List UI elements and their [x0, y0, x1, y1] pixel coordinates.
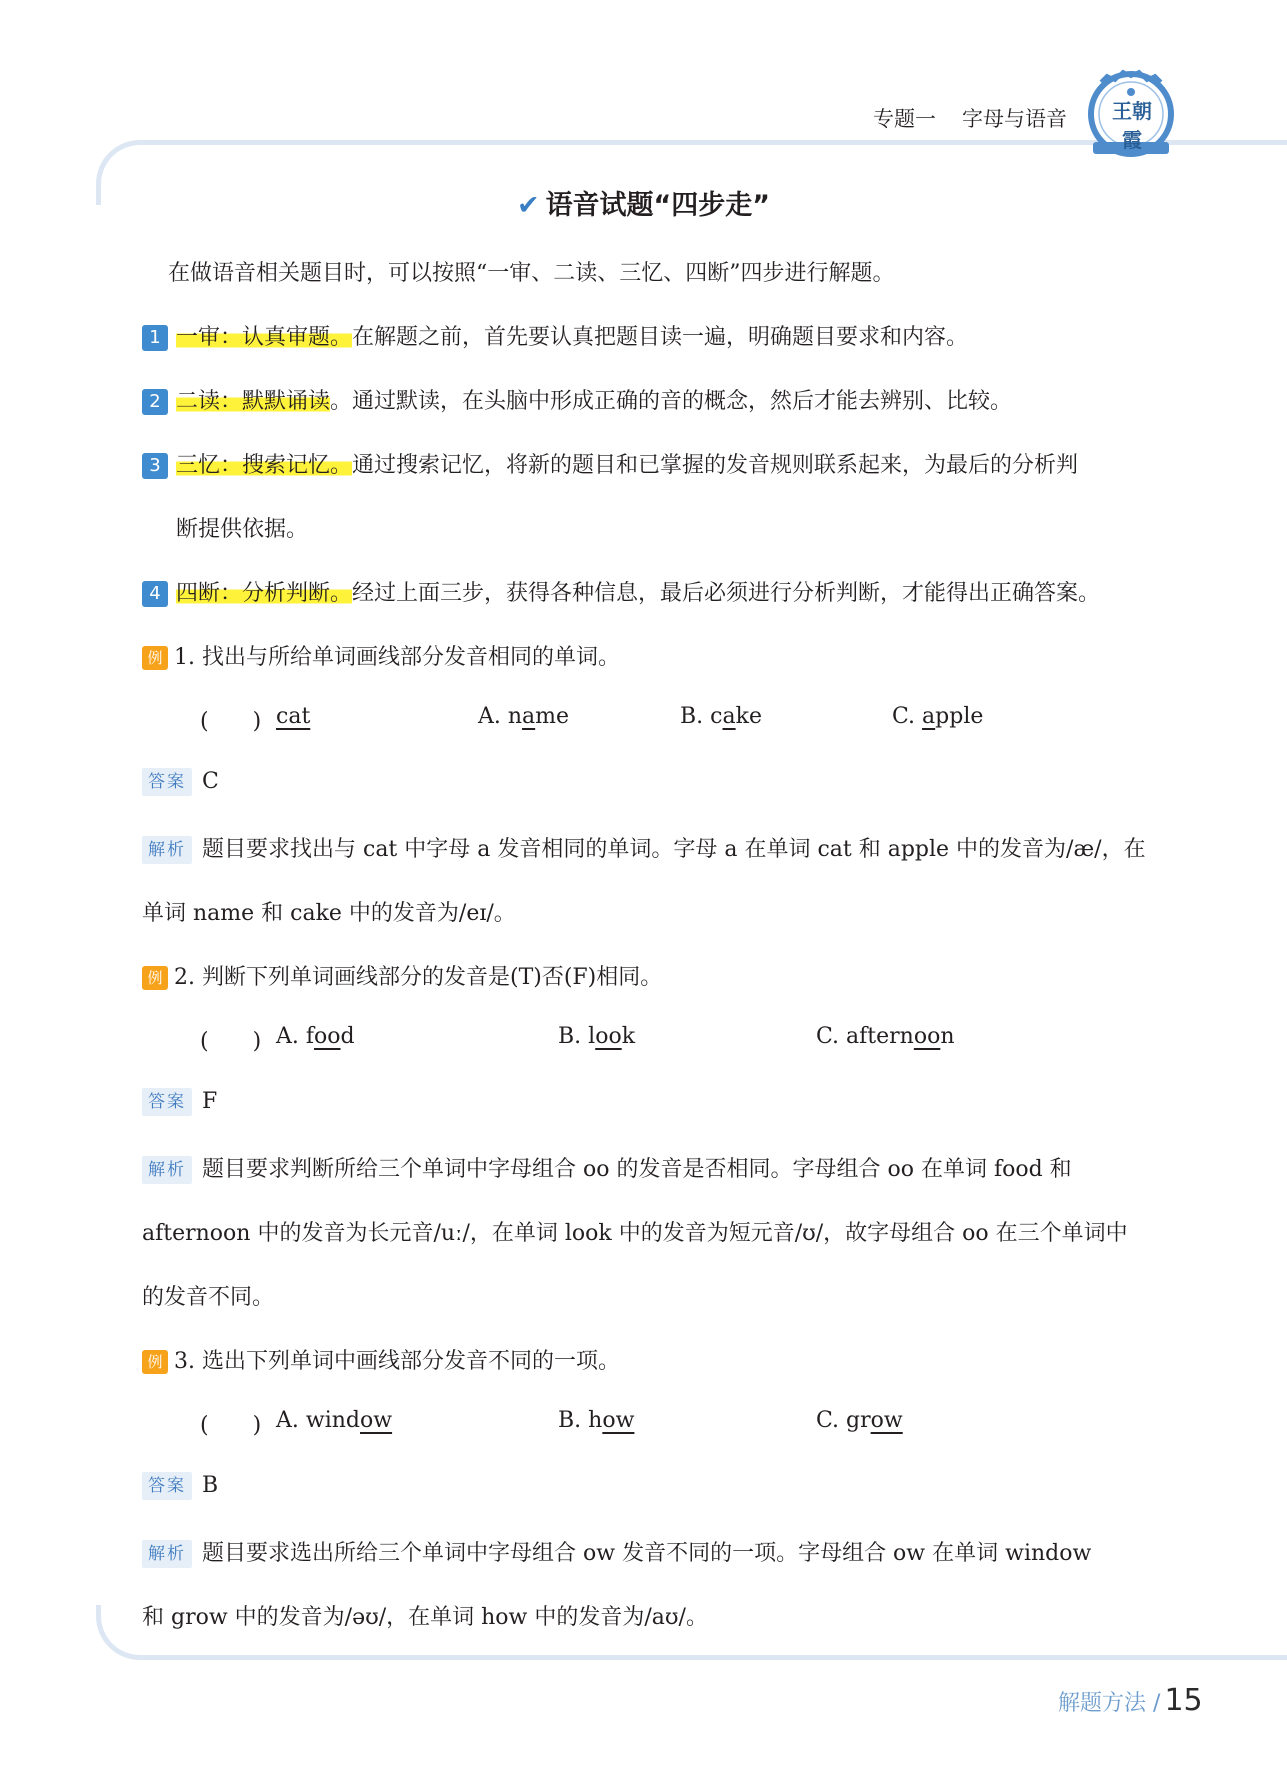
page-footer — [1058, 1683, 1203, 1718]
example-1-paren: ( ) — [200, 709, 262, 734]
underlined-letters: ow — [870, 1408, 903, 1433]
underlined-letters: ow — [602, 1408, 635, 1433]
step-label-3: 三忆：搜索记忆。 — [176, 453, 353, 478]
underlined-letters: a — [722, 704, 736, 729]
example-1-option-0 — [276, 704, 310, 729]
step-4 — [142, 576, 1100, 607]
underlined-letters: cat — [276, 704, 311, 729]
intro-text: 在做语音相关题目时，可以按照“一审、二读、三忆、四断”四步进行解题。 — [168, 261, 895, 286]
example-1-option-b: B. cake — [680, 704, 762, 729]
step-text-1: 在解题之前，首先要认真把题目读一遍，明确题目要求和内容。 — [352, 325, 969, 350]
footer-separator: / — [1153, 1691, 1161, 1716]
step-number-2: 2 — [142, 389, 168, 415]
example-2-answer — [142, 1088, 217, 1116]
example-3-paren: ( ) — [200, 1413, 262, 1438]
page-number: 15 — [1164, 1683, 1203, 1718]
page-title — [0, 183, 1287, 222]
underlined-letters: oo — [913, 1024, 941, 1049]
step-number-4: 4 — [142, 581, 168, 607]
example-3-answer — [142, 1472, 218, 1500]
analysis-text: 题目要求判断所给三个单词中字母组合 oo 的发音是否相同。字母组合 oo 在单词 food 和 — [202, 1157, 1072, 1182]
answer-value: B — [202, 1473, 219, 1498]
step-3-continued: 断提供依据。 — [176, 517, 309, 542]
step-2 — [142, 384, 1012, 415]
underlined-letters: a — [522, 704, 536, 729]
example-3-option-a: A. window — [276, 1408, 393, 1433]
step-text-2: 。通过默读，在头脑中形成正确的音的概念，然后才能去辨别、比较。 — [330, 389, 1013, 414]
header-section: 专题一 — [873, 107, 936, 131]
answer-value: F — [202, 1089, 218, 1114]
analysis-tag: 解析 — [142, 1540, 192, 1568]
underlined-letters: oo — [595, 1024, 622, 1049]
question-text: 3. 选出下列单词中画线部分发音不同的一项。 — [174, 1349, 620, 1374]
analysis-text: 题目要求选出所给三个单词中字母组合 ow 发音不同的一项。字母组合 ow 在单词 window — [202, 1541, 1092, 1566]
answer-tag: 答案 — [142, 768, 192, 796]
example-2-question — [142, 960, 662, 991]
example-2-paren: ( ) — [200, 1029, 262, 1054]
example-3-option-b: B. how — [558, 1408, 635, 1433]
example-2-analysis-3: 的发音不同。 — [142, 1285, 275, 1310]
answer-value: C — [202, 769, 219, 794]
example-icon: 例 — [142, 646, 168, 670]
answer-tag: 答案 — [142, 1472, 192, 1500]
example-icon: 例 — [142, 1350, 168, 1374]
underlined-letters: a — [922, 704, 936, 729]
step-number-1: 1 — [142, 325, 168, 351]
example-1-analysis — [142, 832, 1146, 864]
check-icon: ✔ — [516, 190, 540, 221]
answer-tag: 答案 — [142, 1088, 192, 1116]
example-2-option-b: B. look — [558, 1024, 636, 1049]
step-label-1: 一审：认真审题。 — [176, 325, 353, 350]
question-text: 2. 判断下列单词画线部分的发音是(T)否(F)相同。 — [174, 965, 663, 990]
title-text: 语音试题“四步走” — [545, 190, 771, 221]
badge-text: 王朝霞 — [1112, 99, 1152, 152]
footer-section: 解题方法 — [1058, 1691, 1147, 1716]
step-3 — [142, 448, 1078, 479]
example-2-analysis-2: afternoon 中的发音为长元音/uː/，在单词 look 中的发音为短元音/ʊ/，故字母组合 oo 在三个单词中 — [142, 1221, 1128, 1246]
question-text: 1. 找出与所给单词画线部分发音相同的单词。 — [174, 645, 620, 670]
example-1-option-a: A. name — [478, 704, 570, 729]
underlined-letters: ow — [360, 1408, 393, 1433]
example-1-analysis-2: 单词 name 和 cake 中的发音为/eɪ/。 — [142, 901, 516, 926]
example-2-option-a: A. food — [276, 1024, 355, 1049]
header-topic: 字母与语音 — [962, 107, 1067, 131]
example-icon: 例 — [142, 966, 168, 990]
frame-gap — [90, 205, 104, 1605]
analysis-tag: 解析 — [142, 1156, 192, 1184]
step-label-2: 二读：默默诵读 — [176, 389, 331, 414]
example-3-question — [142, 1344, 620, 1375]
step-text-4: 经过上面三步，获得各种信息，最后必须进行分析判断，才能得出正确答案。 — [352, 581, 1101, 606]
step-text-3: 通过搜索记忆，将新的题目和已掌握的发音规则联系起来，为最后的分析判 — [352, 453, 1079, 478]
example-1-question — [142, 640, 620, 671]
step-1 — [142, 320, 968, 351]
example-3-analysis — [142, 1536, 1091, 1568]
example-1-option-c: C. apple — [892, 704, 984, 729]
example-2-analysis — [142, 1152, 1072, 1184]
analysis-tag: 解析 — [142, 836, 192, 864]
example-1-answer — [142, 768, 219, 796]
analysis-text: 题目要求找出与 cat 中字母 a 发音相同的单词。字母 a 在单词 cat 和 apple 中的发音为/æ/，在 — [202, 837, 1146, 862]
example-3-analysis-2: 和 grow 中的发音为/əʊ/，在单词 how 中的发音为/aʊ/。 — [142, 1605, 708, 1630]
step-number-3: 3 — [142, 453, 168, 479]
underlined-letters: oo — [314, 1024, 341, 1049]
step-label-4: 四断：分析判断。 — [176, 581, 353, 606]
example-2-option-c: C. afternoon — [816, 1024, 955, 1049]
example-3-option-c: C. grow — [816, 1408, 903, 1433]
